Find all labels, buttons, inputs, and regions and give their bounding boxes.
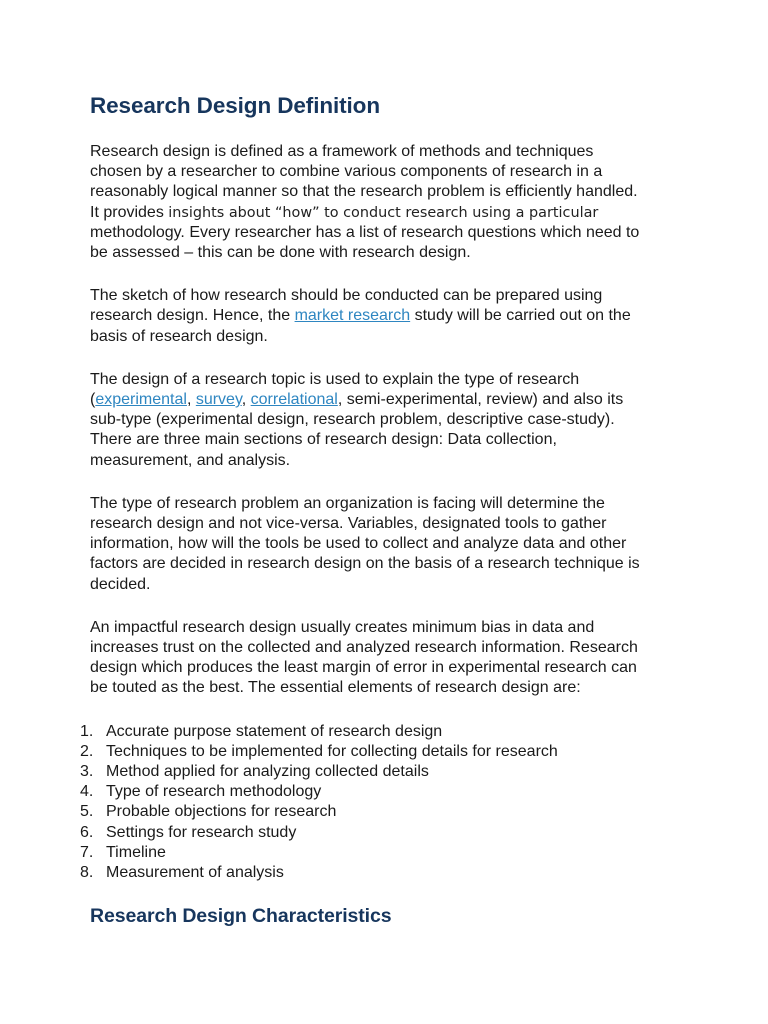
text-line: reasonably logical manner so that the research problem is efficiently handled. [90,183,638,201]
list-item-text: Techniques to be implemented for collecting details for research [106,742,558,760]
paragraph-research-problem [90,494,690,595]
text-line: An impactful research design usually creates minimum bias in data and [90,618,595,636]
correlational-link[interactable]: correlational [250,391,338,409]
text-line: measurement, and analysis. [90,451,291,469]
list-item [80,742,680,762]
text-line: decided. [90,575,151,593]
list-number: 5. [80,803,94,821]
list-item-text: Accurate purpose statement of research design [106,722,443,740]
section-heading-definition: Research Design Definition [90,93,380,118]
text-punct: , [241,391,251,409]
text-line: sub-type (experimental design, research problem, descriptive case-study). [90,411,615,429]
text-line: The type of research problem an organization is facing will determine the [90,494,605,512]
essential-elements-list [80,722,680,884]
text-line: It provides [90,203,169,221]
experimental-link[interactable]: experimental [95,391,187,409]
list-item [80,843,680,863]
text-punct: , [186,391,196,409]
text-line: factors are decided in research design on the basis of a research technique is [90,555,640,573]
text-line: chosen by a researcher to combine various components of research in a [90,163,603,181]
list-number: 4. [80,783,94,801]
list-item-text: Settings for research study [106,823,297,841]
text-line: methodology. Every researcher has a list of research questions which need to [90,223,640,241]
text-line: be assessed – this can be done with research design. [90,244,471,262]
list-item [80,762,680,782]
list-number: 2. [80,742,94,760]
paragraph-impactful-design [90,618,690,699]
paragraph-sketch [90,286,690,347]
section-heading-characteristics: Research Design Characteristics [90,905,392,928]
market-research-link[interactable]: market research [294,307,411,325]
text-line: research design. Hence, the [90,307,295,325]
list-number: 8. [80,864,94,882]
text-line: The sketch of how research should be conducted can be prepared using [90,287,603,305]
list-item [80,722,680,742]
text-line: information, how will the tools be used to collect and analyze data and other [90,535,627,553]
list-number: 6. [80,823,94,841]
list-item-text: Type of research methodology [106,783,322,801]
text-line: study will be carried out on the [410,307,631,325]
list-item-text: Timeline [106,843,166,861]
list-item [80,782,680,802]
paragraph-definition [90,142,690,263]
list-item [80,823,680,843]
text-line: basis of research design. [90,327,268,345]
text-line: increases trust on the collected and analyzed research information. Research [90,639,638,657]
list-number: 3. [80,763,94,781]
text-punct: ( [90,391,96,409]
text-line: , semi-experimental, review) and also its [337,391,624,409]
list-item-text: Method applied for analyzing collected details [106,763,429,781]
text-line: There are three main sections of research design: Data collection, [90,431,557,449]
text-line: be touted as the best. The essential elements of research design are: [90,679,581,697]
list-item [80,802,680,822]
text-line: The design of a research topic is used to explain the type of research [90,370,580,388]
paragraph-design-topic [90,370,690,471]
list-item [80,863,680,883]
list-item-text: Measurement of analysis [106,864,284,882]
text-line: research design and not vice-versa. Variables, designated tools to gather [90,515,607,533]
text-line-alt-font: insights about “how” to conduct research using a particular [168,204,599,221]
survey-link[interactable]: survey [195,391,242,409]
list-item-text: Probable objections for research [106,803,337,821]
text-line: design which produces the least margin of error in experimental research can [90,659,637,677]
list-number: 1. [80,722,94,740]
document-content [80,92,690,929]
list-number: 7. [80,843,94,861]
text-line: Research design is defined as a framework of methods and techniques [90,143,594,160]
